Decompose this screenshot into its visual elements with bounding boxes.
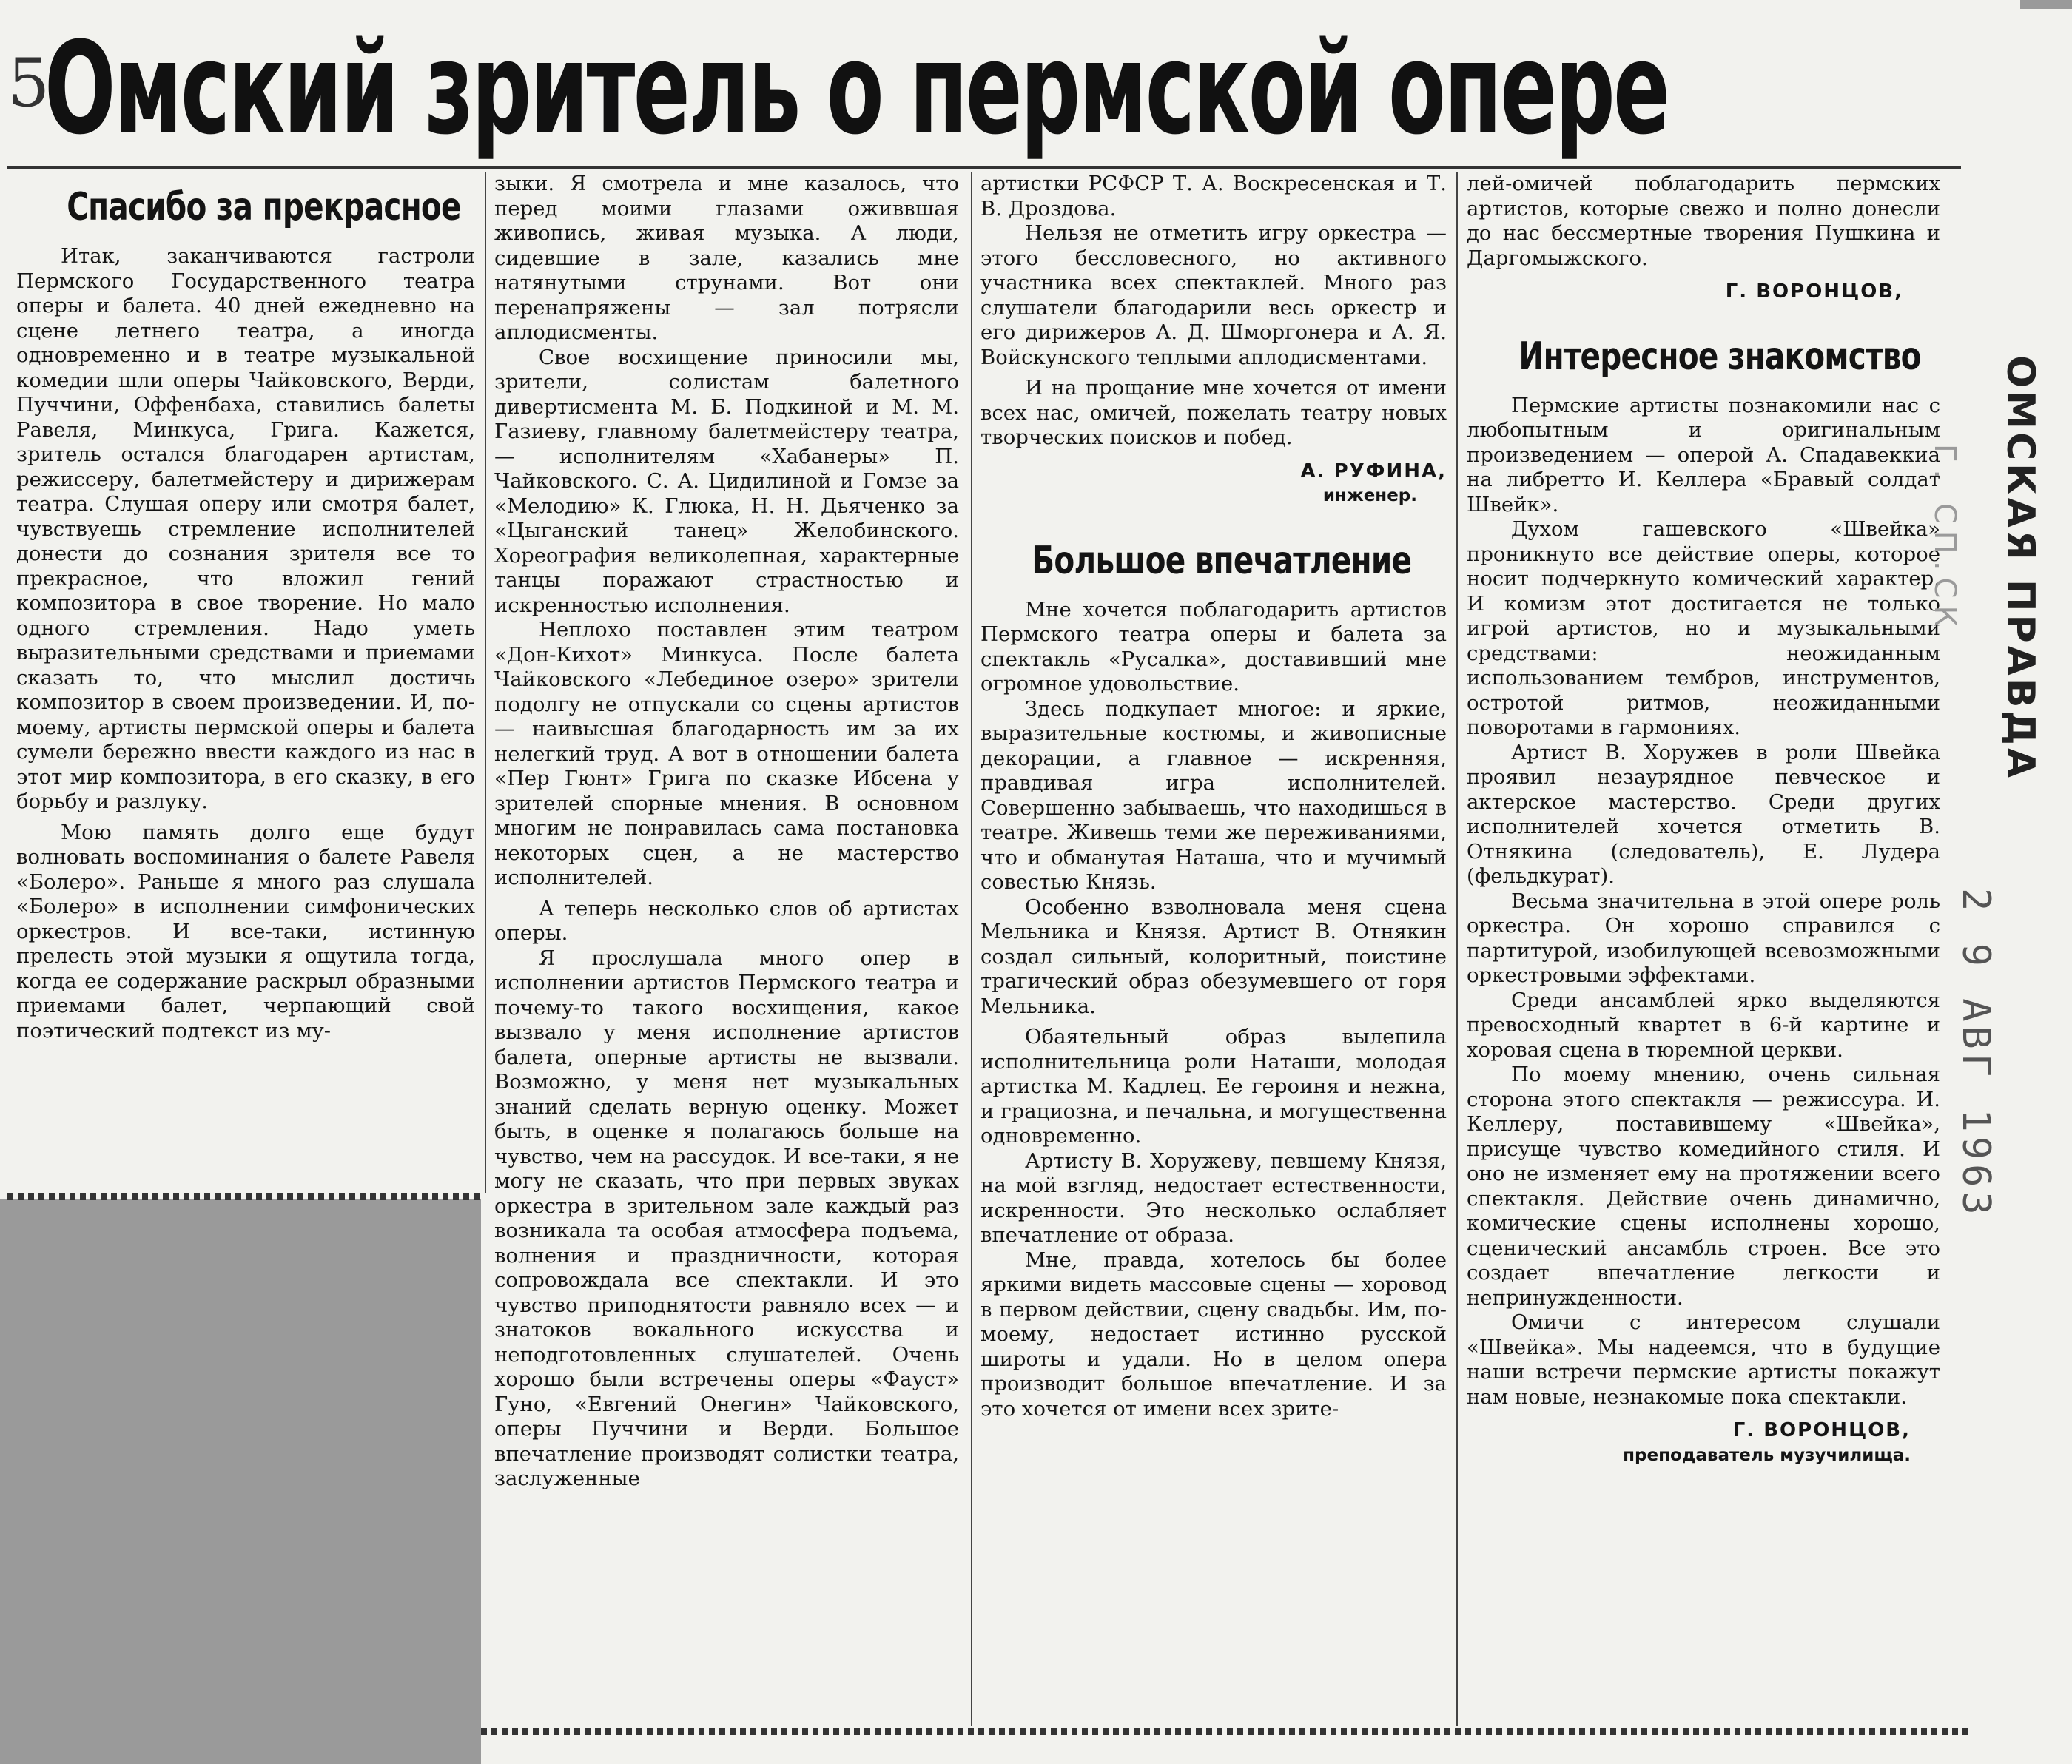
column-3: [980, 172, 1447, 1718]
paragraph: артистки РСФСР Т. А. Воскресенская и Т. В. Дроздова.: [980, 172, 1447, 220]
margin-mark: 5: [7, 44, 50, 122]
column-divider: [1456, 172, 1458, 1726]
paragraph: лей-омичей поблагодарить пермских артистов, которые свежо и полно донесли до нас бессмертные творения Пушкина и Даргомыжского.: [1467, 172, 1940, 270]
paragraph: И на прощание мне хочется от имени всех нас, омичей, пожелать театру новых творческих поисков и побед.: [980, 376, 1447, 449]
paragraph: Свое восхищение приносили мы, зрители, солистам балетного дивертисмента М. Б. Подкиной и М. М. Газиеву, главному балетмейстеру театра, — исполнителям «Хабанеры» П. Чайковского. С. А. Цидилиной и Гомзе за «Мелодию» К. Глюка, Н. Н. Дьяченко за «Цыганский танец» Желобинского. Хореография великолепная, характерные танцы поражают страстностью и искренностью исполнения.: [494, 345, 959, 617]
column-divider: [971, 172, 972, 1726]
signature-role: инженер.: [1322, 486, 1417, 505]
paragraph: Пермские артисты познакомили нас с любопытным и оригинальным произведением — оперой А. Спадавеккиа на либретто И. Келлера «Бравый солдат Швейк».: [1467, 393, 1940, 516]
faint-stamp: Г. СП.СК: [1928, 444, 1962, 634]
paragraph: Обаятельный образ вылепила исполнительница роли Наташи, молодая артистка М. Кадлец. Ее героиня и нежна, и грациозна, и печальна, и могущественна одновременно.: [980, 1025, 1447, 1148]
column-2: [494, 172, 959, 1718]
paragraph: А теперь несколько слов об артистах оперы.: [494, 896, 959, 945]
article-title-acquaintance: Интересное знакомство: [1518, 334, 1921, 379]
paragraph: Мою память долго еще будут волновать воспоминания о балете Равеля «Болеро». Раньше я много раз слушала «Болеро» в исполнении симфонических оркестров. И все-таки, истинную прелесть этой музыки я ощутила тогда, когда ее содержание раскрыл образными приемами балет, черпающий свой поэтический подтекст из му-: [16, 820, 475, 1043]
signature-morozova: Г. ВОРОНЦОВ,: [1725, 280, 1903, 303]
paragraph: Здесь подкупает многое: и яркие, выразительные костюмы, и живописные декорации, а главное — искренняя, правдивая игра исполнителей. Совершенно забываешь, что находишься в театре. Живешь теми же переживаниями, что и обманутая Наташа, что и мучимый совестью Князь.: [980, 696, 1447, 894]
paragraph: Омичи с интересом слушали «Швейка». Мы надеемся, что в будущие наши встречи пермские артисты покажут нам новые, незнакомые пока спектакли.: [1467, 1310, 1940, 1409]
paragraph: Мне хочется поблагодарить артистов Пермского театра оперы и балета за спектакль «Русалка», доставивший мне огромное удовольствие.: [980, 597, 1447, 696]
article-title-impression: Большое впечатление: [1032, 538, 1412, 583]
column-1: [16, 172, 475, 1185]
headline-rule: [7, 166, 1961, 169]
paragraph: Итак, заканчиваются гастроли Пермского Государственного театра оперы и балета. 40 дней ежедневно на сцене летнего театра, а иногда одновременно и в театре музыкальной комедии шли оперы Чайковского, Верди, Пуччини, Оффенбаха, ставились балеты Равеля, Минкуса, Грига. Кажется, зритель остался благодарен артистам, режиссеру, балетмейстеру и дирижерам театра. Слушая оперу или смотря балет, чувствуешь стремление исполнителей донести до сознания зрителя все то прекрасное, что вложил гений композитора в свое творение. Но мало одного стремления. Надо уметь выразительными средствами и приемами сказать то, что мыслил достичь композитор в своем произведении. И, по-моему, артисты пермской оперы и балета сумели бережно ввести каждого из нас в этот мир композитора, в его сказку, в его борьбу и разлуку.: [16, 244, 475, 813]
headline: Омский зритель о пермской опере: [44, 14, 1669, 163]
column-end-ornament: [7, 1193, 481, 1200]
paragraph: По моему мнению, очень сильная сторона этого спектакля — режиссура. И. Келлеру, поставившему «Швейка», присуще чувство комедийного стиля. И оно не изменяет ему на протяжении всего спектакля. Действие очень динамично, комические сцены исполнены хорошо, сценический ансамбль строен. Все это создает впечатление легкости и непринужденности.: [1467, 1063, 1940, 1310]
article-title-thanks: Спасибо за прекрасное: [67, 185, 461, 229]
paragraph: Я прослушала много опер в исполнении артистов Пермского театра и почему-то такого восхищения, какое вызвало у меня исполнение артистов балета, оперные артисты не вызвали. Возможно, у меня нет музыкальных знаний сделать верную оценку. Может быть, в оценке я полагаюсь больше на чувство, чем на рассудок. И все-таки, я не могу не сказать, что при первых звуках оркестра в зрительном зале каждый раз возникала та особая атмосфера подъема, волнения и праздничности, которая сопровождала все спектакли. И это чувство приподнятости равняло всех — и знатоков вокального искусства и неподготовленных слушателей. Очень хорошо были встречены оперы «Фауст» Гуно, «Евгений Онегин» Чайковского, оперы Пуччини и Верди. Большое впечатление производят солистки театра, заслуженные: [494, 946, 959, 1490]
paragraph: Нельзя не отметить игру оркестра — этого бессловесного, но активного участника всех спектаклей. Много раз слушатели благодарили весь оркестр и его дирижеров А. Д. Шморгонера и А. Я. Войскунского теплыми аплодисментами.: [980, 221, 1447, 369]
column-divider: [485, 172, 486, 1193]
column-4: [1467, 172, 1940, 1726]
paragraph: Неплохо поставлен этим театром «Дон-Кихот» Минкуса. После балета Чайковского «Лебединое озеро» зрители подолгу не отпускали со сцены артистов — наивысшая благодарность им за их нелегкий труд. А вот в отношении балета «Пер Гюнт» Грига по сказке Ибсена у зрителей спорные мнения. В основном многим не понравилась сама постановка некоторых сцен, а не мастерство исполнителей.: [494, 618, 959, 889]
newspaper-name: ОМСКАЯ ПРАВДА: [1998, 355, 2042, 781]
signature-role: преподаватель музучилища.: [1623, 1445, 1911, 1465]
paragraph: Весьма значительна в этой опере роль оркестра. Он хорошо справился с партитурой, изобилующей всевозможными оркестровыми эффектами.: [1467, 889, 1940, 987]
paragraph: Духом гашевского «Швейка» проникнуто все действие оперы, которое носит подчеркнуто комический характер. И комизм этот достигается не только игрой артистов, но и музыкальными средствами: неожиданным использованием тембров, инструментов, остротой ритмов, неожиданными поворотами в гармониях.: [1467, 517, 1940, 739]
bottom-ornament: [481, 1728, 1968, 1735]
paragraph: Артисту В. Хоружеву, певшему Князя, на мой взгляд, недостает естественности, искренности. Это несколько ослабляет впечатление от образа.: [980, 1148, 1447, 1247]
paragraph: зыки. Я смотрела и мне казалось, что перед моими глазами оживвшая живопись, живая музыка. А люди, сидевшие в зале, казались мне натянутыми струнами. Вот они перенапряжены — зал потрясли аплодисменты.: [494, 172, 959, 344]
date-stamp: 2 9 АВГ 1963: [1954, 888, 1998, 1219]
paragraph: Среди ансамблей ярко выделяются превосходный квартет в 6-й картине и хоровая сцена в тюремной церкви.: [1467, 988, 1940, 1062]
signature-vorontsov: Г. ВОРОНЦОВ,: [1732, 1419, 1911, 1441]
signature-rufina: А. РУФИНА,: [1300, 459, 1447, 482]
paragraph: Артист В. Хоружев в роли Швейка проявил незаурядное певческое и актерское мастерство. Среди других исполнителей хочется отметить В. Отнякина (следователь), Е. Лудера (фельдкурат).: [1467, 740, 1940, 888]
paragraph: Мне, правда, хотелось бы более яркими видеть массовые сцены — хоровод в первом действии, сцену свадьбы. Им, по-моему, недостает истинно русской широты и удали. Но в целом опера производит большое впечатление. И за это хочется от имени всех зрите-: [980, 1248, 1447, 1421]
paragraph: Особенно взволновала меня сцена Мельника и Князя. Артист В. Отнякин создал сильный, колоритный, поистине трагический образ обезумевшего от горя Мельника.: [980, 895, 1447, 1018]
